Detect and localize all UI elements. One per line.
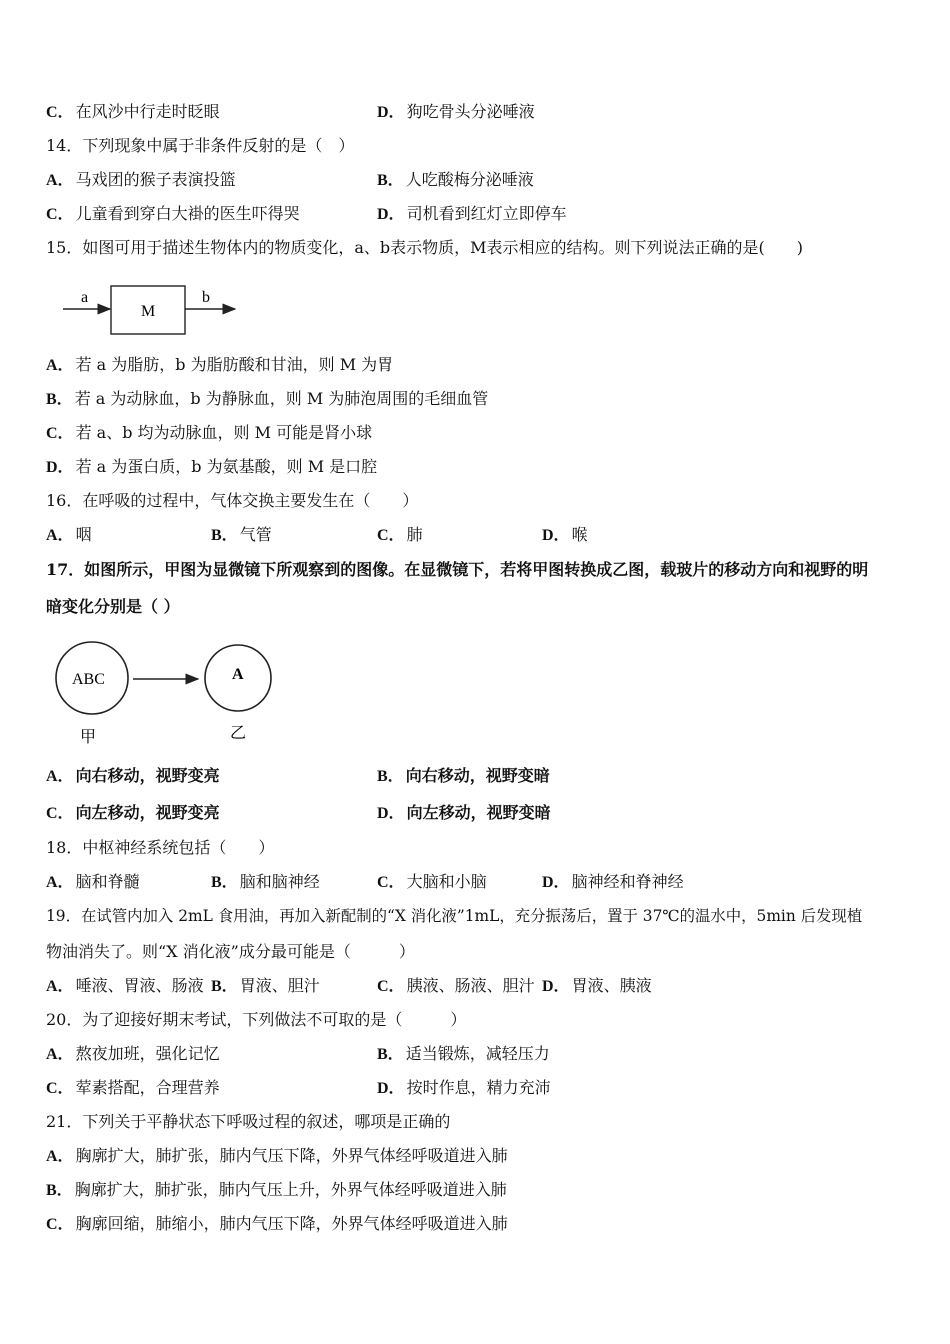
q18-option-d: D． 脑神经和脊神经: [542, 872, 684, 891]
q18-option-b: B． 脑和脑神经: [211, 872, 320, 891]
q19-stem-line2: 物油消失了。则“X 消化液”成分最可能是（ ）: [46, 942, 415, 961]
q16-stem: 16．在呼吸的过程中，气体交换主要发生在（ ）: [46, 491, 419, 510]
q17-stem-line2: 暗变化分别是（ ）: [46, 597, 180, 616]
q17-option-c: C． 向左移动，视野变亮: [46, 803, 220, 822]
q17-yi-letter: A: [232, 666, 244, 683]
q19-option-c: C． 胰液、肠液、胆汁: [377, 976, 535, 995]
q15-stem: 15．如图可用于描述生物体内的物质变化，a、b表示物质，M表示相应的结构。则下列说法正确的是( ): [46, 238, 804, 257]
q17-option-b: B． 向右移动，视野变暗: [377, 766, 550, 785]
q17-jia-caption: 甲: [80, 729, 97, 746]
q19-option-a: A． 唾液、胃液、肠液: [46, 976, 204, 995]
q17-jia-letters: ABC: [72, 671, 105, 688]
q20-option-a: A． 熬夜加班，强化记忆: [46, 1044, 220, 1063]
q19-stem-line1: 19．在试管内加入 2mL 食用油，再加入新配制的“X 消化液”1mL，充分振荡后，置于 37℃的温水中，5min 后发现植: [46, 907, 863, 925]
q15-option-d: D． 若 a 为蛋白质，b 为氨基酸，则 M 是口腔: [46, 457, 378, 476]
q16-option-d: D． 喉: [542, 525, 588, 544]
q19-option-d: D． 胃液、胰液: [542, 976, 652, 995]
q13-option-d: D． 狗吃骨头分泌唾液: [377, 102, 535, 121]
q17-option-a: A． 向右移动，视野变亮: [46, 766, 220, 785]
q16-option-c: C． 肺: [377, 525, 423, 544]
q21-stem: 21．下列关于平静状态下呼吸过程的叙述，哪项是正确的: [46, 1112, 451, 1131]
q20-stem: 20．为了迎接好期末考试，下列做法不可取的是（ ）: [46, 1010, 467, 1029]
q18-option-c: C． 大脑和小脑: [377, 872, 487, 891]
q15-option-a: A． 若 a 为脂肪，b 为脂肪酸和甘油，则 M 为胃: [46, 355, 394, 374]
q21-option-a: A． 胸廓扩大，肺扩张，肺内气压下降，外界气体经呼吸道进入肺: [46, 1146, 508, 1165]
q14-option-b: B． 人吃酸梅分泌唾液: [377, 170, 534, 189]
q17-microscope-figure: [46, 632, 276, 754]
q15-output-label: b: [202, 289, 210, 306]
q16-option-a: A． 咽: [46, 525, 92, 544]
q17-option-d: D． 向左移动，视野变暗: [377, 803, 551, 822]
q14-stem: 14．下列现象中属于非条件反射的是（ ）: [46, 136, 355, 155]
q17-stem-line1: 17．如图所示，甲图为显微镜下所观察到的图像。在显微镜下，若将甲图转换成乙图，载玻片的移动方向和视野的明: [46, 560, 869, 579]
q16-option-b: B． 气管: [211, 525, 272, 544]
q18-stem: 18．中枢神经系统包括（ ）: [46, 838, 275, 857]
q15-box-label: M: [141, 303, 156, 320]
q17-yi-caption: 乙: [230, 725, 247, 742]
q14-option-a: A． 马戏团的猴子表演投篮: [46, 170, 236, 189]
q15-option-c: C． 若 a、b 均为动脉血，则 M 可能是肾小球: [46, 423, 373, 442]
q15-diagram: [55, 280, 245, 340]
q20-option-b: B． 适当锻炼，减轻压力: [377, 1044, 550, 1063]
q21-option-c: C． 胸廓回缩，肺缩小，肺内气压下降，外界气体经呼吸道进入肺: [46, 1214, 508, 1233]
q18-option-a: A． 脑和脊髓: [46, 872, 140, 891]
q14-option-c: C． 儿童看到穿白大褂的医生吓得哭: [46, 204, 300, 223]
q15-option-b: B． 若 a 为动脉血，b 为静脉血，则 M 为肺泡周围的毛细血管: [46, 389, 489, 408]
q13-option-c: C． 在风沙中行走时眨眼: [46, 102, 220, 121]
q20-option-d: D． 按时作息，精力充沛: [377, 1078, 551, 1097]
q21-option-b: B． 胸廓扩大，肺扩张，肺内气压上升，外界气体经呼吸道进入肺: [46, 1180, 507, 1199]
q19-option-b: B． 胃液、胆汁: [211, 976, 320, 995]
q15-input-label: a: [81, 289, 89, 306]
q14-option-d: D． 司机看到红灯立即停车: [377, 204, 567, 223]
q20-option-c: C． 荤素搭配，合理营养: [46, 1078, 220, 1097]
